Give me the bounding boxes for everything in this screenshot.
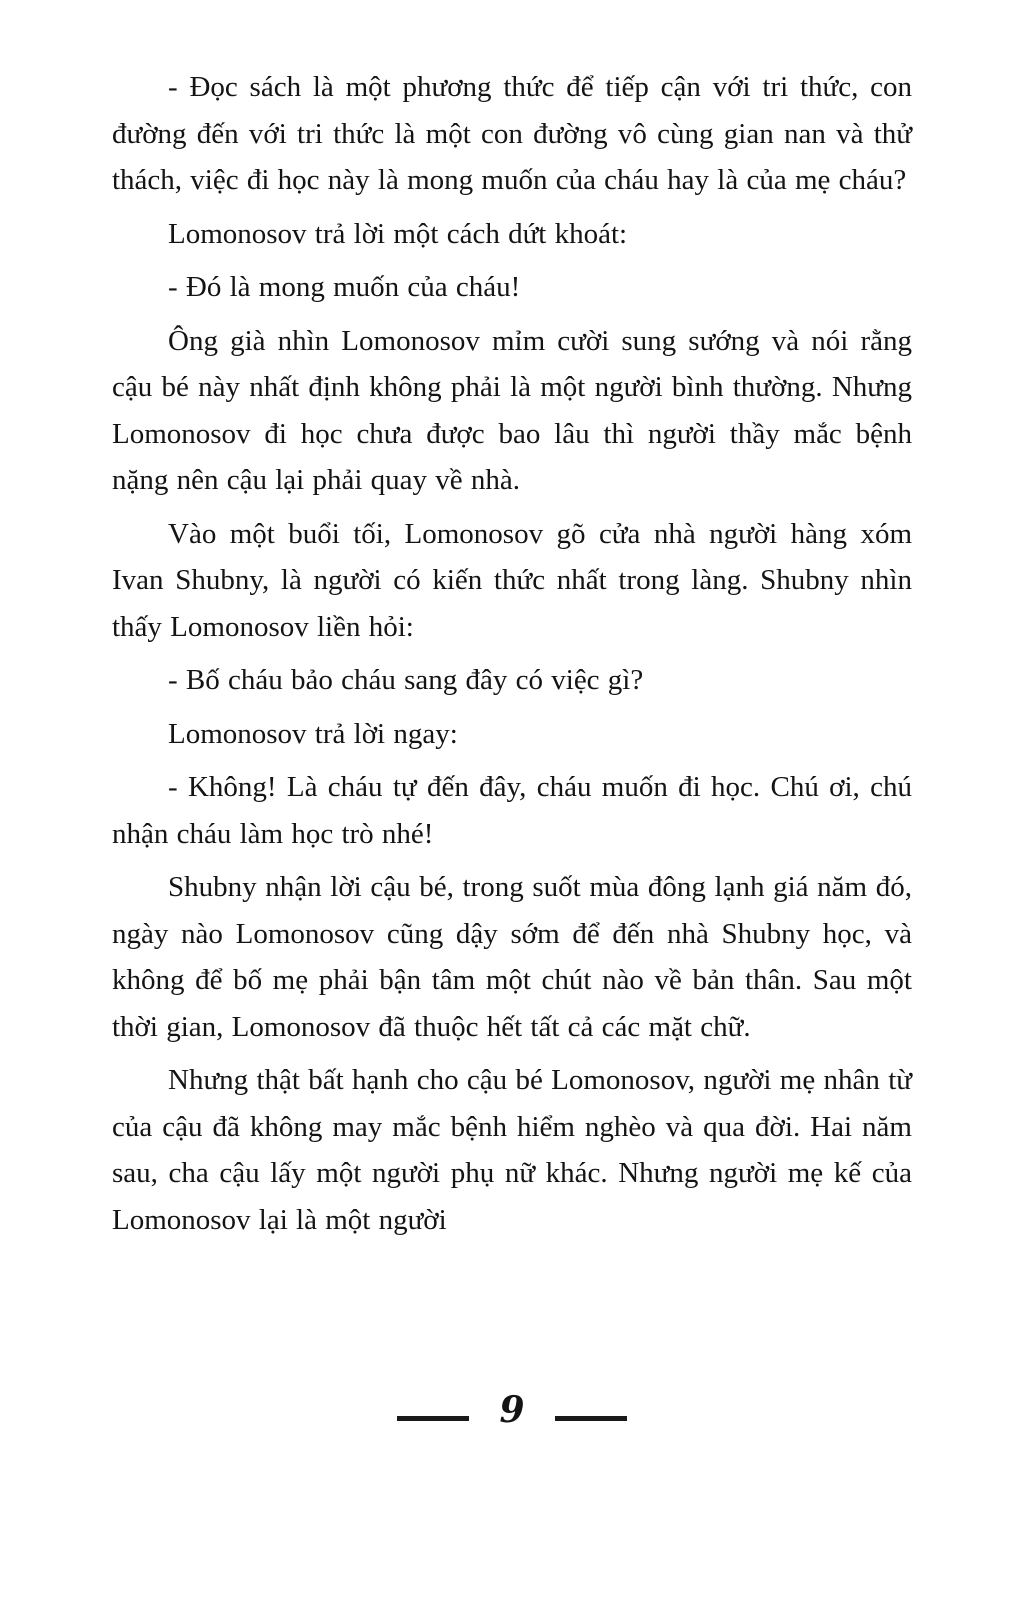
page-body	[112, 64, 912, 1250]
paragraph: Lomonosov trả lời ngay:	[168, 717, 458, 750]
page-footer	[0, 1389, 1024, 1431]
paragraph: Lomonosov trả lời một cách dứt khoát:	[168, 217, 628, 250]
paragraph: - Đó là mong muốn của cháu!	[168, 271, 521, 303]
paragraph: - Bố cháu bảo cháu sang đây có việc gì?	[168, 664, 644, 696]
footer-rule-left	[397, 1416, 469, 1421]
paragraph: Ông già nhìn Lomonosov mỉm cười sung sướng và nói rằng cậu bé này nhất định không phải là một người bình thường. Nhưng Lomonosov đi học chưa được bao lâu thì người thầy mắc bệnh nặng nên cậu lại phải quay về nhà.	[112, 324, 912, 496]
page-number: 9	[499, 1389, 525, 1431]
paragraph: Nhưng thật bất hạnh cho cậu bé Lomonosov, người mẹ nhân từ của cậu đã không may mắc bệnh hiểm nghèo và qua đời. Hai năm sau, cha cậu lấy một người phụ nữ khác. Nhưng người mẹ kế của Lomonosov lại là một người	[112, 1064, 912, 1236]
paragraph: - Không! Là cháu tự đến đây, cháu muốn đi học. Chú ơi, chú nhận cháu làm học trò nhé!	[112, 771, 912, 850]
paragraph: - Đọc sách là một phương thức để tiếp cận với tri thức, con đường đến với tri thức là một con đường vô cùng gian nan và thử thách, việc đi học này là mong muốn của cháu hay là của mẹ cháu?	[112, 71, 912, 196]
paragraph: Shubny nhận lời cậu bé, trong suốt mùa đông lạnh giá năm đó, ngày nào Lomonosov cũng dậy sớm để đến nhà Shubny học, và không để bố mẹ phải bận tâm một chút nào về bản thân. Sau một thời gian, Lomonosov đã thuộc hết tất cả các mặt chữ.	[112, 871, 912, 1043]
paragraph: Vào một buổi tối, Lomonosov gõ cửa nhà người hàng xóm Ivan Shubny, là người có kiến thức nhất trong làng. Shubny nhìn thấy Lomonosov liền hỏi:	[112, 517, 912, 643]
footer-rule-right	[555, 1416, 627, 1421]
